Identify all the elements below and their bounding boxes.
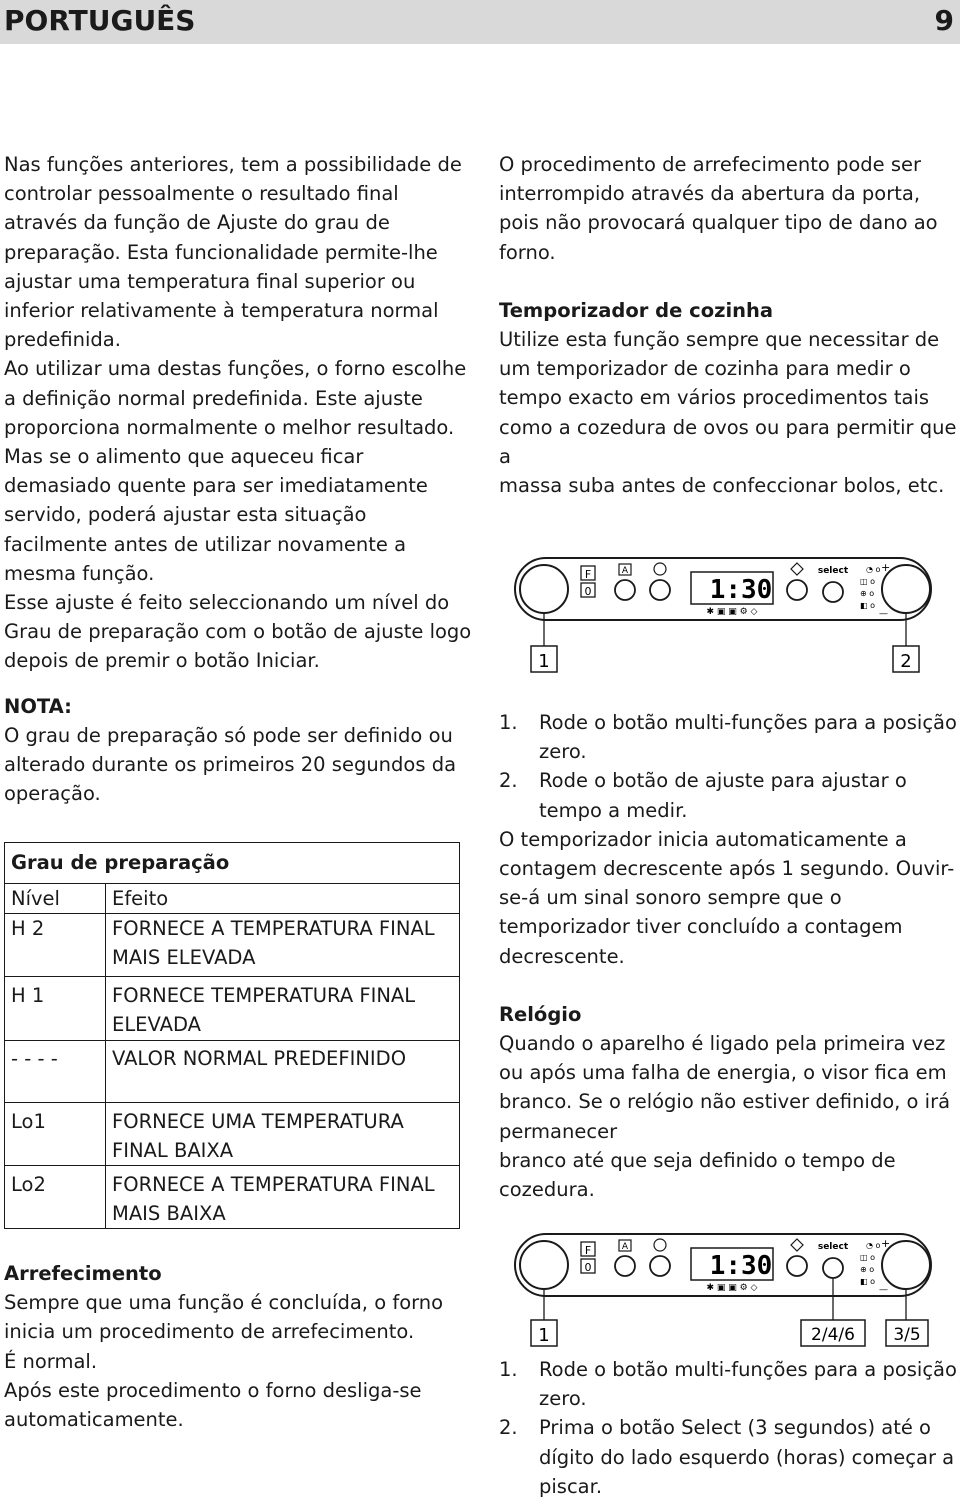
nota-text: O grau de preparação só pode ser definido ou alterado durante os primeiros 20 segundos da operação. xyxy=(4,723,457,806)
mode-icons: ◔ o xyxy=(866,1241,881,1250)
list-item xyxy=(499,708,957,766)
table-title: Grau de preparação xyxy=(5,843,460,884)
callout-label-1: 1 xyxy=(538,651,550,672)
timer-text-1: Utilize esta função sempre que necessitar de um temporizador de cozinha para medir o tempo exacto em vários procedimentos tais como a cozedura de ovos ou para permitir que a xyxy=(499,328,957,468)
table-cell-effect: FORNECE UMA TEMPERATURA FINAL BAIXA xyxy=(106,1102,460,1165)
step-number: 1. xyxy=(499,1358,518,1381)
table-cell-level: Lo1 xyxy=(5,1102,106,1165)
control-panel-diagram-clock xyxy=(513,1228,933,1350)
mode-icons-row4: ◧ o xyxy=(860,1277,875,1286)
step-text: Rode o botão multi-funções para a posição zero. xyxy=(539,1358,957,1411)
page-header xyxy=(0,0,960,44)
intro-paragraph-2: Ao utilizar uma destas funções, o forno escolhe a definição normal predefinida. Este ajuste proporciona normalmente o melhor resultado. Mas se o alimento que aqueceu ficar demasiado quente para ser imediatamente servido, poderá ajustar esta situação facilmente antes de utilizar novamente a mesma função. xyxy=(4,357,467,585)
plus-label: + xyxy=(881,1237,891,1250)
table-header-row xyxy=(5,884,460,914)
timer-after-text: O temporizador inicia automaticamente a contagem decrescente após 1 segundo. Ouvir-se-á um sinal sonoro sempre que o temporizador tiver concluído a contagem decrescente. xyxy=(499,827,955,968)
cooling-text-1: Sempre que uma função é concluída, o forno inicia um procedimento de arrefecimento. xyxy=(4,1291,444,1344)
multifunction-knob xyxy=(520,1241,568,1289)
mode-icons-row3: ⊕ o xyxy=(860,1265,875,1274)
start-button xyxy=(787,1256,807,1276)
page-number: 9 xyxy=(934,4,954,37)
mode-icons-row2: ◫ o xyxy=(860,577,875,586)
nota-title: NOTA: xyxy=(4,694,72,718)
table-cell-level: - - - - xyxy=(5,1040,106,1102)
intro-paragraph-3: Esse ajuste é feito seleccionando um nível do Grau de preparação com o botão de ajuste logo depois de premir o botão Iniciar. xyxy=(4,591,472,673)
callout-label-2: 2/4/6 xyxy=(811,1325,855,1345)
mode-icons-row2: ◫ o xyxy=(860,1253,875,1262)
list-item xyxy=(499,1413,957,1501)
clock-steps xyxy=(499,1355,957,1501)
doneness-table xyxy=(4,842,460,1229)
mode-icons-row3: ⊕ o xyxy=(860,589,875,598)
table-cell-level: H 2 xyxy=(5,914,106,977)
select-button xyxy=(823,582,843,602)
callout-label-3: 3/5 xyxy=(893,1325,921,1345)
table-row xyxy=(5,1102,460,1165)
cooling-interrupt-text: O procedimento de arrefecimento pode ser interrompido através da abertura da porta, pois não provocará qualquer tipo de dano ao forno. xyxy=(499,153,938,264)
display-readout: 1:30 xyxy=(709,575,773,605)
table-row xyxy=(5,1040,460,1102)
table-cell-effect: FORNECE TEMPERATURA FINAL ELEVADA xyxy=(106,977,460,1040)
adjust-knob xyxy=(882,1241,930,1289)
step-text: Rode o botão de ajuste para ajustar o tempo a medir. xyxy=(539,769,907,822)
step-number: 2. xyxy=(499,769,518,793)
table-cell-effect: FORNECE A TEMPERATURA FINAL MAIS ELEVADA xyxy=(106,914,460,977)
button-a xyxy=(615,580,635,600)
zero-label: 0 xyxy=(584,1261,592,1274)
left-column xyxy=(4,150,474,808)
cooling-section xyxy=(4,1259,474,1434)
timer-title: Temporizador de cozinha xyxy=(499,298,774,322)
timer-text-2: massa suba antes de confeccionar bolos, etc. xyxy=(499,474,945,498)
table-cell-level: Lo2 xyxy=(5,1166,106,1229)
list-item xyxy=(499,1355,957,1413)
minus-label: — xyxy=(879,1285,888,1295)
minus-label: — xyxy=(879,609,888,619)
plus-label: + xyxy=(881,561,891,574)
step-number: 1. xyxy=(499,711,518,734)
select-button xyxy=(823,1258,843,1278)
select-label: select xyxy=(817,1242,849,1252)
mode-icons-row4: ◧ o xyxy=(860,601,875,610)
button-doneness xyxy=(650,1256,670,1276)
intro-paragraph-1: Nas funções anteriores, tem a possibilidade de controlar pessoalmente o resultado final através da função de Ajuste do grau de preparação. Esta funcionalidade permite-lhe ajustar uma temperatura final superior ou inferior relativamente à temperatura normal predefinida. xyxy=(4,153,462,352)
table-row xyxy=(5,977,460,1040)
step-text: Rode o botão multi-funções para a posição zero. xyxy=(539,711,957,764)
button-a xyxy=(615,1256,635,1276)
a-label: A xyxy=(621,1242,629,1252)
step-text: Prima o botão Select (3 segundos) até o dígito do lado esquerdo (horas) começar a piscar. xyxy=(539,1416,955,1498)
list-item xyxy=(499,766,957,824)
display-status-icons: ✱ ▣ ▣ ⚙ ◇ xyxy=(706,1283,758,1293)
clock-text-1: Quando o aparelho é ligado pela primeira vez ou após uma falha de energia, o visor fica em branco. Se o relógio não estiver definido, o irá permanecer xyxy=(499,1032,951,1143)
right-column xyxy=(499,150,957,500)
callout-label-1: 1 xyxy=(538,1325,550,1346)
table-cell-level: H 1 xyxy=(5,977,106,1040)
cooling-text-3: Após este procedimento o forno desliga-se automaticamente. xyxy=(4,1378,422,1432)
step-number: 2. xyxy=(499,1416,518,1440)
control-panel-diagram-timer xyxy=(513,552,933,674)
mode-icons: ◔ o xyxy=(866,565,881,574)
table-row xyxy=(5,914,460,977)
table-cell-effect: VALOR NORMAL PREDEFINIDO xyxy=(106,1040,460,1102)
language-title: PORTUGUÊS xyxy=(4,4,196,37)
clock-steps-section xyxy=(499,1355,957,1501)
callout-label-2: 2 xyxy=(900,651,912,672)
zero-label: 0 xyxy=(584,585,592,598)
multifunction-knob xyxy=(520,565,568,613)
table-col-effect: Efeito xyxy=(106,884,460,914)
timer-steps xyxy=(499,708,957,825)
table-row xyxy=(5,1166,460,1229)
clock-text-2: branco até que seja definido o tempo de cozedura. xyxy=(499,1148,896,1202)
f-label: F xyxy=(584,1244,592,1257)
timer-steps-section xyxy=(499,708,957,1204)
f-label: F xyxy=(584,568,592,581)
clock-title: Relógio xyxy=(499,1002,582,1026)
select-label: select xyxy=(817,566,849,576)
cooling-text-2: É normal. xyxy=(4,1349,98,1373)
adjust-knob xyxy=(882,565,930,613)
display-readout: 1:30 xyxy=(709,1251,773,1281)
button-doneness xyxy=(650,580,670,600)
table-cell-effect: FORNECE A TEMPERATURA FINAL MAIS BAIXA xyxy=(106,1166,460,1229)
start-button xyxy=(787,580,807,600)
a-label: A xyxy=(621,566,629,576)
display-status-icons: ✱ ▣ ▣ ⚙ ◇ xyxy=(706,607,758,617)
cooling-title: Arrefecimento xyxy=(4,1262,162,1285)
table-col-level: Nível xyxy=(5,884,106,914)
